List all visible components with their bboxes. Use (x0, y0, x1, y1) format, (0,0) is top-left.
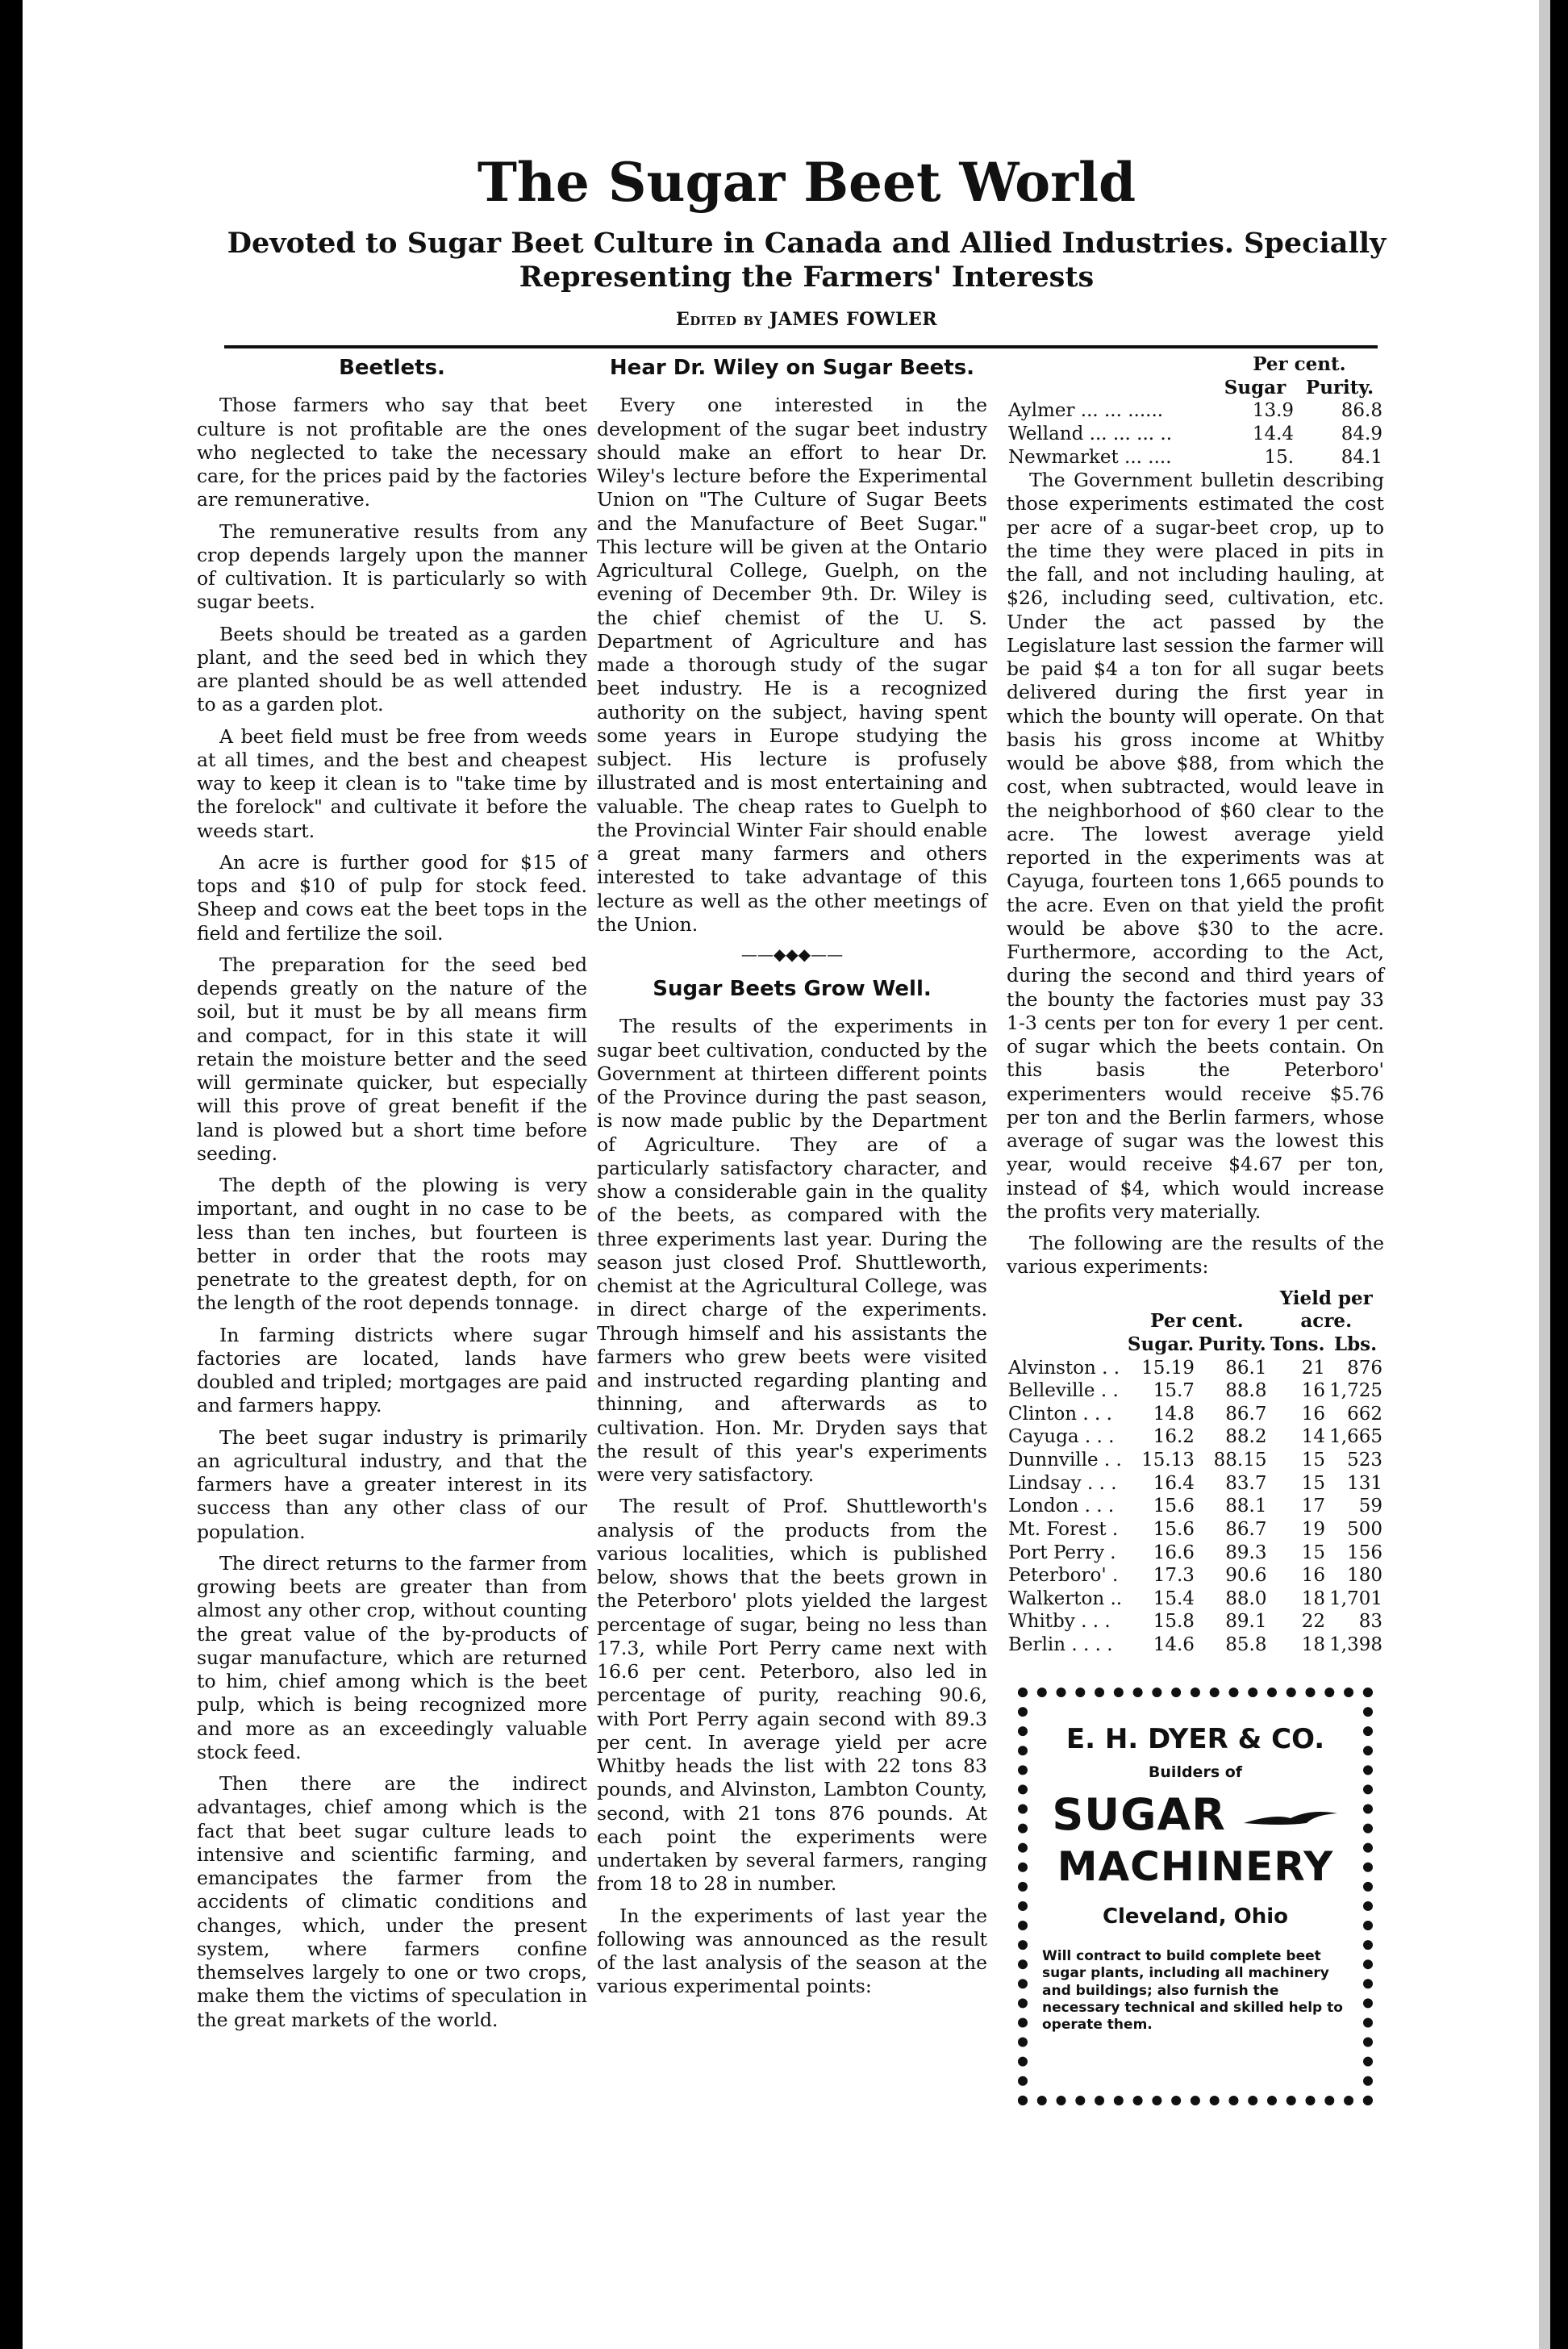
dyer-advertisement (1018, 1688, 1373, 2105)
purity-value: 89.3 (1225, 1542, 1267, 1563)
ad-sugar-word: SUGAR (1052, 1789, 1226, 1840)
place: Cayuga . . . (1008, 1426, 1115, 1448)
subtitle-line-1: Devoted to Sugar Beet Culture in Canada and Allied Industries. Specially (227, 226, 1387, 260)
paragraph: In farming districts where sugar factories are located, lands have doubled and tripled; mortgages are paid and farmers happy. (197, 1323, 587, 1417)
ad-builders: Builders of (1148, 1763, 1243, 1781)
tons-value: 15 (1301, 1450, 1326, 1471)
scan-edge-right-shadow (1539, 0, 1550, 2349)
experiment-rows (1007, 1357, 1384, 1657)
heading-beetlets: Beetlets. (339, 356, 445, 380)
sugar-value: 16.6 (1153, 1542, 1195, 1563)
table-row (1007, 1610, 1384, 1633)
editor-credit: Edited by JAMES FOWLER (676, 308, 937, 330)
paragraph: In the experiments of last year the following was announced as the result of the last analysis of the season at the various experimental points: (597, 1904, 987, 1998)
tons-value: 14 (1301, 1426, 1326, 1448)
heading-sugar-beets-grow-well: Sugar Beets Grow Well. (653, 977, 932, 1001)
purity-value: 86.1 (1225, 1357, 1267, 1379)
purity-value: 86.7 (1225, 1518, 1267, 1540)
scan-edge-right (1550, 0, 1568, 2349)
sugar-value: 17.3 (1153, 1565, 1195, 1587)
place: Welland ... ... ... .. (1008, 423, 1173, 444)
table-header-tons: Tons. (1270, 1333, 1325, 1355)
tons-value: 16 (1301, 1403, 1326, 1425)
paragraph: Every one interested in the development of the sugar beet industry should make an effort to hear Dr. Wiley's lecture before the Experimental Union on "The Culture of Sugar Beets and the Manufacture of Beet Sugar." This lecture will be given at the Ontario Agricultural College, Guelph, on the evening of December 9th. Dr. Wiley is the chief chemist of the U. S. Department of Agriculture and has made a thorough study of the sugar beet industry. He is a recognized authority on the subject, having spent some years in Europe studying the subject. His lecture is profusely illustrated and is most entertaining and valuable. The cheap rates to Guelph to the Provincial Winter Fair should enable a great many farmers and others interested to take advantage of this lecture as well as the other meetings of the Union. (597, 394, 987, 936)
purity-value: 88.8 (1225, 1380, 1267, 1402)
table-row (1007, 1518, 1384, 1542)
place: Port Perry . (1008, 1542, 1116, 1563)
place: Dunnville . . (1008, 1450, 1122, 1471)
place: Belleville . . (1008, 1380, 1119, 1402)
sugar-value: 15. (1264, 446, 1295, 468)
purity-value: 88.15 (1213, 1450, 1267, 1471)
subtitle (202, 227, 1412, 294)
place: Lindsay . . . (1008, 1472, 1117, 1494)
table-row (1007, 1357, 1384, 1380)
ad-city: Cleveland, Ohio (1102, 1905, 1289, 1929)
ad-company: E. H. DYER & CO. (1065, 1723, 1325, 1755)
place: Mt. Forest . (1008, 1518, 1119, 1540)
sugar-value: 14.8 (1153, 1403, 1195, 1425)
ad-note: Will contract to build complete beet sugar plants, including all machinery and buildings; also furnish the necessary technical and skilled help to operate them. (1042, 1948, 1343, 2033)
place: Newmarket ... .... (1008, 446, 1172, 468)
purity-value: 86.8 (1341, 400, 1382, 422)
lbs-value: 1,725 (1329, 1380, 1382, 1402)
paragraph: A beet field must be free from weeds at all times, and the best and cheapest way to keep it clean is to "take time by the forelock" and cultivate it before the weeds start. (197, 724, 587, 842)
table-header-yield: Yield per (1279, 1287, 1373, 1309)
table-header-purity: Purity. (1305, 376, 1374, 398)
purity-value: 85.8 (1225, 1634, 1267, 1655)
sugar-value: 15.7 (1153, 1380, 1195, 1402)
purity-value: 84.1 (1341, 446, 1382, 468)
place: Berlin . . . . (1008, 1634, 1113, 1655)
masthead-rule (224, 345, 1378, 348)
tons-value: 22 (1301, 1611, 1326, 1633)
paragraph: An acre is further good for $15 of tops and $10 of pulp for stock feed. Sheep and cows eat the beet tops in the field and fertilize the soil. (197, 850, 587, 945)
lbs-value: 131 (1347, 1472, 1382, 1494)
place: Peterboro' . (1008, 1565, 1119, 1587)
lbs-value: 1,398 (1329, 1634, 1382, 1655)
table-row (1007, 1379, 1384, 1403)
paragraph: The remunerative results from any crop depends largely upon the manner of cultivation. It is particularly so with sugar beets. (197, 519, 587, 614)
lbs-value: 156 (1347, 1542, 1382, 1563)
purity-value: 89.1 (1225, 1611, 1267, 1633)
experiment-results-table (1007, 1287, 1384, 1657)
table-row (1007, 1495, 1384, 1518)
table-header-sugar: Sugar (1224, 376, 1287, 398)
paragraph: The depth of the plowing is very important, and ought in no case to be less than ten inches, but fourteen is better in order that the roots may penetrate to the greatest depth, for on the length of the root depends tonnage. (197, 1174, 587, 1315)
heading-hear-dr-wiley: Hear Dr. Wiley on Sugar Beets. (609, 356, 975, 380)
table-row (1007, 1403, 1384, 1426)
purity-value: 90.6 (1225, 1565, 1267, 1587)
sugar-value: 14.6 (1153, 1634, 1195, 1655)
table-header-sugar: Sugar. (1127, 1333, 1195, 1355)
sugar-value: 15.8 (1153, 1611, 1195, 1633)
lbs-value: 180 (1347, 1565, 1382, 1587)
paragraph: The preparation for the seed bed depends greatly on the nature of the soil, but it must be by all means firm and compact, for in this state it will retain the moisture better and the seed will germinate quicker, but especially will this prove of great benefit if the land is plowed but a short time before seeding. (197, 953, 587, 1165)
tons-value: 15 (1301, 1472, 1326, 1494)
sugar-value: 15.13 (1141, 1450, 1195, 1471)
table-header-percent: Per cent. (1150, 1310, 1244, 1333)
sugar-value: 14.4 (1252, 423, 1295, 444)
lbs-value: 59 (1358, 1496, 1382, 1517)
lbs-value: 1,701 (1329, 1588, 1382, 1609)
table-header-percent: Per cent. (1253, 353, 1346, 375)
purity-value: 83.7 (1225, 1472, 1267, 1494)
tons-value: 19 (1301, 1518, 1326, 1540)
paragraph: The Government bulletin describing those experiments estimated the cost per acre of a sugar-beet crop, up to the time they were placed in pits in the fall, and not including hauling, at $26, including seed, cultivation, etc. Under the act passed by the Legislature last session the farmer will be paid $4 a ton for all sugar beets delivered during the first year in which the bounty will operate. On that basis his gross income at Whitby would be above $88, from which the cost, when subtracted, would leave in the neighborhood of $60 clear to the acre. The lowest average yield reported in the experiments was at Cayuga, fourteen tons 1,665 pounds to the acre. Even on that yield the profit would be above $30 to the acre. Furthermore, according to the Act, during the second and third years of the bounty the factories must pay 33 1-3 cents per ton for every 1 per cent. of sugar which the beets contain. On this basis the Peterboro' experimenters would receive $5.76 per ton and the Berlin farmers, whose average of sugar was the lowest this year, would receive $4.67 per ton, instead of $4, which would increase the profits very materially. (1007, 469, 1384, 1223)
last-year-results-table (1007, 353, 1384, 469)
table-row (1007, 399, 1384, 423)
sugar-value: 15.6 (1153, 1518, 1195, 1540)
table-row (1007, 1472, 1384, 1496)
table-header-acre: acre. (1300, 1310, 1353, 1333)
subtitle-line-2: Representing the Farmers' Interests (519, 260, 1095, 294)
place: Whitby . . . (1008, 1611, 1111, 1633)
table-header-purity: Purity. (1198, 1333, 1266, 1355)
arrow-icon (1242, 1805, 1339, 1830)
table-row (1007, 1588, 1384, 1611)
table-row (1007, 1425, 1384, 1449)
column-results (1007, 353, 1384, 1657)
paragraph: The following are the results of the various experiments: (1007, 1232, 1384, 1279)
purity-value: 84.9 (1341, 423, 1382, 444)
column-articles (597, 353, 987, 2007)
scan-edge-left (0, 0, 23, 2349)
table-row (1007, 1633, 1384, 1657)
tons-value: 18 (1301, 1588, 1326, 1609)
paragraph: The beet sugar industry is primarily an agricultural industry, and that the farmers have a greater interest in its success than any other class of our population. (197, 1425, 587, 1543)
tons-value: 17 (1301, 1496, 1326, 1517)
tons-value: 15 (1301, 1542, 1326, 1563)
sugar-value: 15.4 (1153, 1588, 1195, 1609)
tons-value: 21 (1301, 1357, 1326, 1379)
table-header-lbs: Lbs. (1333, 1333, 1378, 1355)
paragraph: Beets should be treated as a garden plant, and the seed bed in which they are planted should be as well attended to as a garden plot. (197, 622, 587, 716)
column-beetlets (197, 353, 587, 2040)
paragraph: Those farmers who say that beet culture is not profitable are the ones who neglected to take the necessary care, for the prices paid by the factories are remunerative. (197, 394, 587, 511)
place: London . . . (1008, 1496, 1115, 1517)
page-title: The Sugar Beet World (477, 151, 1136, 214)
table-row (1007, 1449, 1384, 1472)
paragraph: Then there are the indirect advantages, chief among which is the fact that beet sugar culture leads to intensive and scientific farming, and emancipates the farmer from the accidents of climatic conditions and changes, which, under the present system, where farmers confine themselves largely to one or two crops, make them the victims of speculation in the great markets of the world. (197, 1772, 587, 2031)
paragraph: The direct returns to the farmer from growing beets are greater than from almost any other crop, without counting the great value of the by-products of sugar manufacture, which are returned to him, chief among which is the beet pulp, which is being recognized more and more as an exceedingly valuable stock feed. (197, 1551, 587, 1763)
place: Clinton . . . (1008, 1403, 1112, 1425)
tons-value: 18 (1301, 1634, 1326, 1655)
place: Aylmer ... ... ...... (1008, 400, 1164, 422)
table-row (1007, 446, 1384, 469)
masthead (202, 153, 1412, 330)
lbs-value: 876 (1347, 1357, 1382, 1379)
ad-machinery: MACHINERY (1057, 1843, 1334, 1890)
purity-value: 88.2 (1225, 1426, 1267, 1448)
section-ornament: ——◆◆◆—— (740, 945, 844, 965)
paragraph: The result of Prof. Shuttleworth's analysis of the products from the various localities, which is published below, shows that the beets grown in the Peterboro' plots yielded the largest percentage of sugar, being no less than 17.3, while Port Perry came next with 16.6 per cent. Peterboro, also led in percentage of purity, reaching 90.6, with Port Perry again second with 89.3 per cent. In average yield per acre Whitby heads the list with 22 tons 83 pounds, and Alvinston, Lambton County, second, with 21 tons 876 pounds. At each point the experiments were undertaken by several farmers, ranging from 18 to 28 in number. (597, 1495, 987, 1896)
sugar-value: 13.9 (1252, 400, 1295, 422)
lbs-value: 662 (1347, 1403, 1382, 1425)
sugar-value: 16.2 (1153, 1426, 1195, 1448)
place: Alvinston . . (1008, 1357, 1120, 1379)
purity-value: 88.1 (1225, 1496, 1267, 1517)
tons-value: 16 (1301, 1380, 1326, 1402)
sugar-value: 15.19 (1141, 1357, 1195, 1379)
table-row (1007, 1542, 1384, 1565)
purity-value: 86.7 (1225, 1403, 1267, 1425)
lbs-value: 523 (1347, 1450, 1382, 1471)
lbs-value: 1,665 (1329, 1426, 1382, 1448)
sugar-value: 15.6 (1153, 1496, 1195, 1517)
purity-value: 88.0 (1225, 1588, 1267, 1609)
ad-sugar (1042, 1789, 1349, 1840)
lbs-value: 500 (1347, 1518, 1382, 1540)
tons-value: 16 (1301, 1565, 1326, 1587)
place: Walkerton .. (1008, 1588, 1123, 1609)
lbs-value: 83 (1358, 1611, 1382, 1633)
table-row (1007, 423, 1384, 446)
paragraph: The results of the experiments in sugar beet cultivation, conducted by the Government at thirteen different points of the Province during the past season, is now made public by the Department of Agriculture. They are of a particularly satisfactory character, and show a considerable gain in the quality of the beets, as compared with the three experiments last year. During the season just closed Prof. Shuttleworth, chemist at the Agricultural College, was in direct charge of the experiments. Through himself and his assistants the farmers who grew beets were visited and instructed regarding planting and thinning, and afterwards as to cultivation. Hon. Mr. Dryden says that the result of this year's experiments were very satisfactory. (597, 1015, 987, 1487)
table-row (1007, 1564, 1384, 1588)
sugar-value: 16.4 (1153, 1472, 1195, 1494)
